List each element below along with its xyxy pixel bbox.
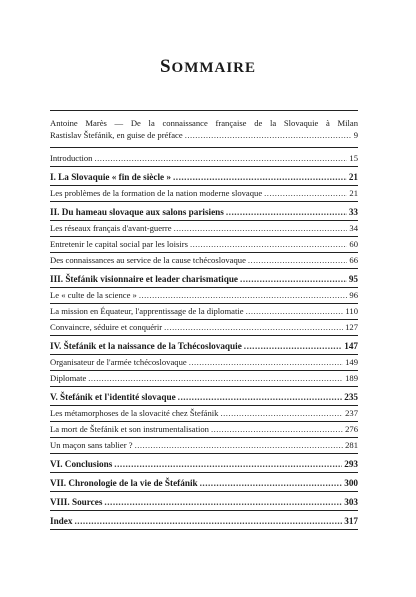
entry-page: 189 [345, 373, 358, 383]
entry-page: 33 [348, 207, 358, 217]
leader-dots [264, 186, 347, 201]
entry-title: Les métamorphoses de la slovacité chez Štefánik [50, 408, 219, 418]
subsection-entry[interactable] [50, 422, 358, 437]
entry-title: VIII. Sources [50, 497, 103, 507]
title-initial: S [159, 56, 172, 77]
entry-title: III. Štefánik visionnaire et leader charismatique [50, 274, 239, 284]
subsection-entry[interactable] [50, 320, 358, 335]
entry-page: 149 [345, 357, 358, 367]
leader-dots [94, 151, 347, 166]
section-entry[interactable] [50, 390, 358, 405]
subsection-entry[interactable] [50, 371, 358, 386]
entry-title: Le « culte de la science » [50, 290, 137, 300]
entry-title: VII. Chronologie de la vie de Štefánik [50, 478, 198, 488]
divider [50, 529, 358, 530]
entry-title: Entretenir le capital social par les loisirs [50, 239, 188, 249]
leader-dots [178, 390, 343, 405]
entry-title: V. Štefánik et l'identité slovaque [50, 392, 176, 402]
entry-page: 110 [345, 306, 358, 316]
subsection-entry[interactable] [50, 237, 358, 252]
entry-title: I. La Slovaquie « fin de siècle » [50, 172, 171, 182]
entry-title: Diplomate [50, 373, 87, 383]
leader-dots [240, 272, 347, 287]
entry-page: 276 [345, 424, 358, 434]
leader-dots [190, 237, 347, 252]
entry-page: 300 [344, 478, 358, 488]
section-entry[interactable] [50, 514, 358, 529]
entry-page: 95 [348, 274, 358, 284]
entry-title: Des connaissances au service de la cause tchécoslovaque [50, 255, 246, 265]
table-of-contents [50, 110, 358, 530]
leader-dots [74, 514, 342, 529]
entry-title: II. Du hameau slovaque aux salons parisiens [50, 207, 224, 217]
leader-dots [173, 170, 347, 185]
leader-dots [248, 253, 348, 268]
entry-page: 21 [348, 172, 358, 182]
title-rest: OMMAIRE [171, 60, 257, 76]
entry-page: 127 [345, 322, 358, 332]
leader-dots [200, 476, 343, 491]
leader-dots [174, 221, 348, 236]
subsection-entry[interactable] [50, 186, 358, 201]
leader-dots [88, 371, 343, 386]
preface-line-2: Rastislav Štefánik, en guise de préface [50, 130, 183, 140]
entry-title: Un maçon sans tablier ? [50, 440, 133, 450]
page-title [0, 56, 416, 78]
leader-dots [220, 406, 343, 421]
entry-page: 15 [349, 153, 358, 163]
leader-dots [226, 205, 347, 220]
entry-page: 237 [345, 408, 358, 418]
entry-title: La mission en Équateur, l'apprentissage de la diplomatie [50, 306, 244, 316]
leader-dots [211, 422, 343, 437]
subsection-entry[interactable] [50, 406, 358, 421]
entry-title: Index [50, 516, 73, 526]
section-entry[interactable] [50, 476, 358, 491]
entry-page: 317 [344, 516, 358, 526]
entry-title: Convaincre, séduire et conquérir [50, 322, 163, 332]
entry-page: 34 [349, 223, 358, 233]
leader-dots [185, 129, 352, 141]
preface-entry[interactable] [50, 117, 358, 141]
entry-title: VI. Conclusions [50, 459, 113, 469]
preface-page: 9 [353, 130, 358, 140]
subsection-entry[interactable] [50, 304, 358, 319]
leader-dots [164, 320, 343, 335]
entry-page: 235 [344, 392, 358, 402]
entry-title: Introduction [50, 153, 93, 163]
leader-dots [244, 339, 342, 354]
section-entry[interactable] [50, 205, 358, 220]
subsection-entry[interactable] [50, 221, 358, 236]
section-entry[interactable] [50, 170, 358, 185]
section-entry[interactable] [50, 151, 358, 166]
subsection-entry[interactable] [50, 253, 358, 268]
entry-page: 281 [345, 440, 358, 450]
leader-dots [189, 355, 343, 370]
entry-page: 303 [344, 497, 358, 507]
section-entry[interactable] [50, 339, 358, 354]
subsection-entry[interactable] [50, 355, 358, 370]
entry-title: Organisateur de l'armée tchécoslovaque [50, 357, 187, 367]
entry-page: 60 [349, 239, 358, 249]
entry-page: 147 [344, 341, 358, 351]
section-entry[interactable] [50, 457, 358, 472]
subsection-entry[interactable] [50, 288, 358, 303]
section-entry[interactable] [50, 272, 358, 287]
subsection-entry[interactable] [50, 438, 358, 453]
sections-list [50, 148, 358, 530]
entry-title: Les réseaux français d'avant-guerre [50, 223, 172, 233]
entry-page: 66 [349, 255, 358, 265]
section-entry[interactable] [50, 495, 358, 510]
leader-dots [104, 495, 342, 510]
leader-dots [135, 438, 344, 453]
entry-title: IV. Štefánik et la naissance de la Tchécoslovaquie [50, 341, 242, 351]
entry-page: 293 [344, 459, 358, 469]
entry-page: 21 [349, 188, 358, 198]
preface-line-1: Antoine Marès — De la connaissance française de la Slovaquie à Milan [50, 118, 358, 128]
entry-title: La mort de Štefánik et son instrumentalisation [50, 424, 209, 434]
leader-dots [114, 457, 342, 472]
leader-dots [246, 304, 344, 319]
entry-title: Les problèmes de la formation de la nation moderne slovaque [50, 188, 263, 198]
entry-page: 96 [349, 290, 358, 300]
leader-dots [139, 288, 348, 303]
